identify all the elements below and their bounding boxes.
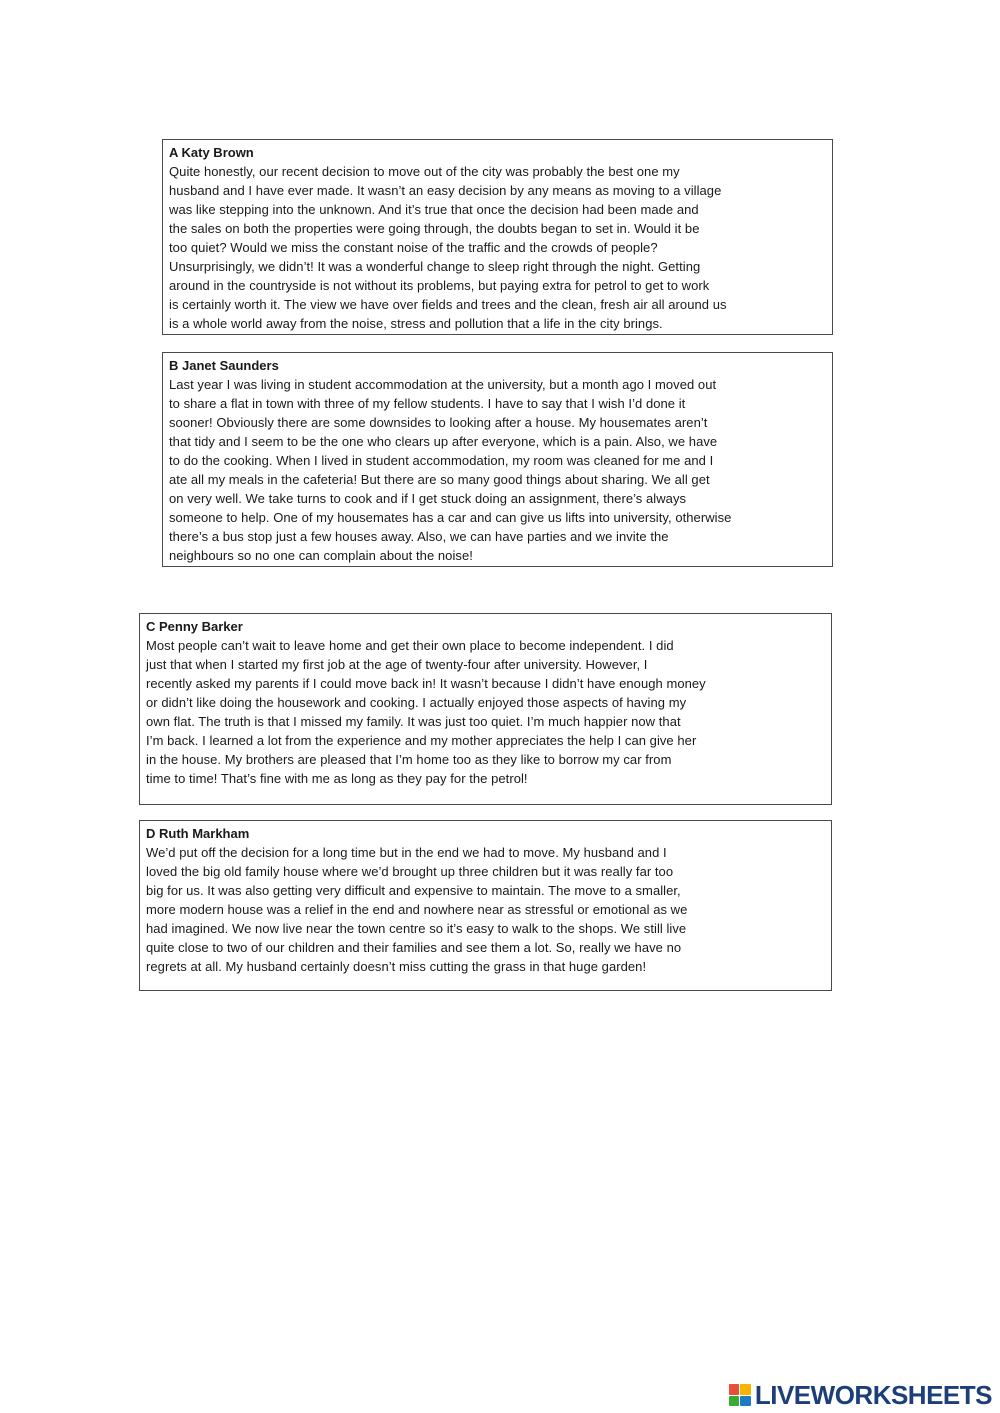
section-body: Quite honestly, our recent decision to move out of the city was probably the best one my husband and I have ever made. It wasn’t an easy decision by any means as moving to a village was like stepping into the unknown. And it’s true that once the decision had been made and the sales on both the properties were going through, the doubts began to set in. Would it be too quiet? Would we miss the constant noise of the traffic and the crowds of people? Unsurprisingly, we didn’t! It was a wonderful change to sleep right through the night. Getting around in the countryside is not without its problems, but paying extra for petrol to get to work is certainly worth it. The view we have over fields and trees and the clean, fresh air all around us is a whole world away from the noise, stress and pollution that a life in the city brings. [169, 164, 727, 331]
section-heading: D Ruth Markham [146, 826, 250, 841]
logo-brand-text: LIVEWORKSHEETS [754, 1380, 992, 1410]
text-box-d [139, 820, 832, 991]
section-body: Last year I was living in student accommodation at the university, but a month ago I moved out to share a flat in town with three of my fellow students. I have to say that I wish I’d done it sooner! Obviously there are some downsides to looking after a house. My housemates aren’t that tidy and I seem to be the one who clears up after everyone, which is a pain. Also, we have to do the cooking. When I lived in student accommodation, my room was cleaned for me and I ate all my meals in the cafeteria! But there are so many good things about sharing. We all get on very well. We take turns to cook and if I get stuck doing an assignment, there’s always someone to help. One of my housemates has a car and can give us lifts into university, otherwise there’s a bus stop just a few houses away. Also, we can have parties and we invite the neighbours so no one can complain about the noise! [169, 377, 732, 563]
logo-square-blue [740, 1396, 751, 1407]
text-box-a [162, 139, 833, 335]
section-body: We’d put off the decision for a long time but in the end we had to move. My husband and I loved the big old family house where we’d brought up three children but it was really far too big for us. It was also getting very difficult and expensive to maintain. The move to a smaller, more modern house was a relief in the end and nowhere near as stressful or emotional as we had imagined. We now live near the town centre so it’s easy to walk to the shops. We still live quite close to two of our children and their families and see them a lot. So, really we have no regrets at all. My husband certainly doesn’t miss cutting the grass in that huge garden! [146, 845, 688, 974]
logo-square-yellow [740, 1384, 751, 1395]
section-body: Most people can’t wait to leave home and get their own place to become independent. I did just that when I started my first job at the age of twenty-four after university. However, I recently asked my parents if I could move back in! It wasn’t because I didn’t have enough money or didn’t like doing the housework and cooking. I actually enjoyed those aspects of having my own flat. The truth is that I missed my family. It was just too quiet. I’m much happier now that I’m back. I learned a lot from the experience and my mother appreciates the help I can give her in the house. My brothers are pleased that I’m home too as they like to borrow my car from time to time! That’s fine with me as long as they pay for the petrol! [146, 638, 706, 786]
text-box-b [162, 352, 833, 567]
text-box-c [139, 613, 832, 805]
section-heading: A Katy Brown [169, 145, 254, 160]
liveworksheets-logo[interactable] [729, 1380, 992, 1410]
liveworksheets-logo-icon [729, 1384, 751, 1406]
logo-square-green [729, 1396, 740, 1407]
logo-square-red [729, 1384, 740, 1395]
section-heading: C Penny Barker [146, 619, 243, 634]
section-heading: B Janet Saunders [169, 358, 279, 373]
